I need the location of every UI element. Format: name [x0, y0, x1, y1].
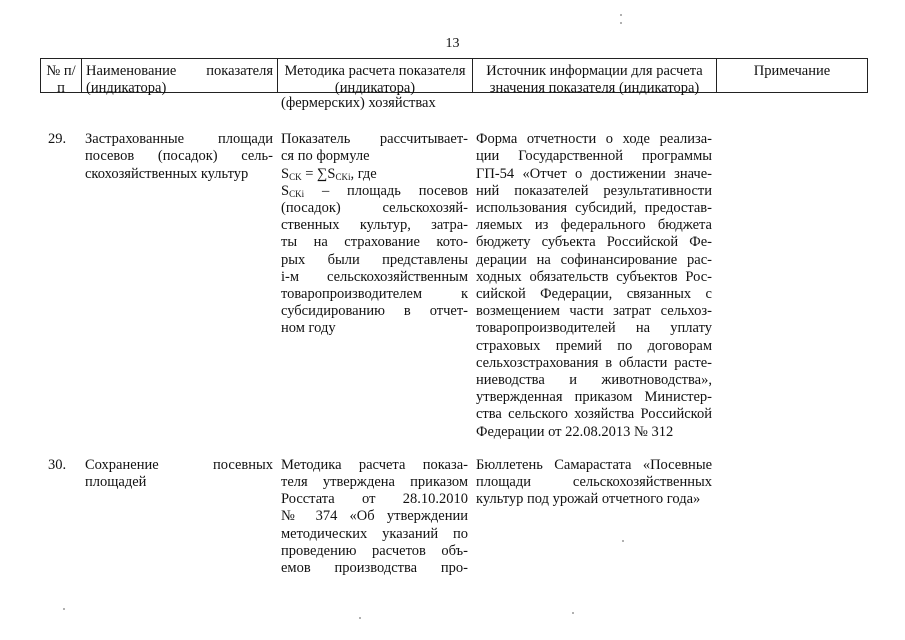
- row-note: [716, 457, 868, 577]
- header-source: Источник информации для расчета значения показателя (индикатора): [472, 58, 716, 93]
- row-num: 30.: [48, 456, 67, 473]
- row-num: 29.: [48, 131, 67, 148]
- continuation-method: (фермерских) хозяйствах: [281, 95, 436, 111]
- header-num: № п/п: [40, 58, 81, 93]
- row-method: Показатель рассчитывает- ся по формуле $S_{CK} = \sum S_{CKi}$, где $S_{CKi}$ – площадь посевов (посадок) сельскохозяй- ственных культур, затра- ты на страхование кото- рых были представлены i-м сельскохозяйственным товаропроизводителем к субсидированию в отчет- ном году: [281, 131, 468, 337]
- row-method: Методика расчета показа- теля утверждена приказом Росстата от 28.10.2010 № 374 «Об утверждении методических указаний по проведению расчетов объ- емов производства про-: [281, 456, 468, 577]
- row-source: Форма отчетности о ходе реализа- ции Государственной программы ГП-54 «Отчет о достижении значе- ний показателей результативности использования субсидий, предостав- ляемых из федерального бюджета бюджету субъекта Российской Фе- дерации на софинансирование рас- ходных обязательств субъектов Рос- сийской Федерации, связанных с возмещением части затрат сельхоз- товаропроизводителей на уплату страховых премий по договорам сельхозстрахования в области расте- ниеводства и животноводства», утвержденная приказом Министер- ства сельского хозяйства Российской Федерации от 22.08.2013 № 312: [476, 131, 712, 440]
- scan-speck: [359, 617, 361, 619]
- row-name: Сохранение посевных площадей: [85, 456, 273, 491]
- header-name: Наименование показателя (индикатора): [81, 58, 277, 93]
- scan-speck: [622, 540, 624, 542]
- page-number: 13: [445, 36, 460, 51]
- row-note: [716, 131, 868, 457]
- scan-speck: [620, 22, 622, 24]
- formula: $S_{CK} = \sum S_{CKi}$, где: [281, 165, 377, 182]
- indicators-table: [40, 58, 868, 577]
- scan-speck: [572, 612, 574, 614]
- header-method: Методика расчета показателя (индикатора): [277, 58, 472, 93]
- row-source: Бюллетень Самарастата «Посевные площади сельскохозяйственных культур под урожай отчетного года»: [476, 456, 712, 508]
- scan-speck: [63, 608, 65, 610]
- header-note: Примечание: [716, 58, 868, 93]
- row-name: Застрахованные площади посевов (посадок) сель- скохозяйственных культур: [85, 131, 273, 182]
- scan-speck: [620, 14, 622, 16]
